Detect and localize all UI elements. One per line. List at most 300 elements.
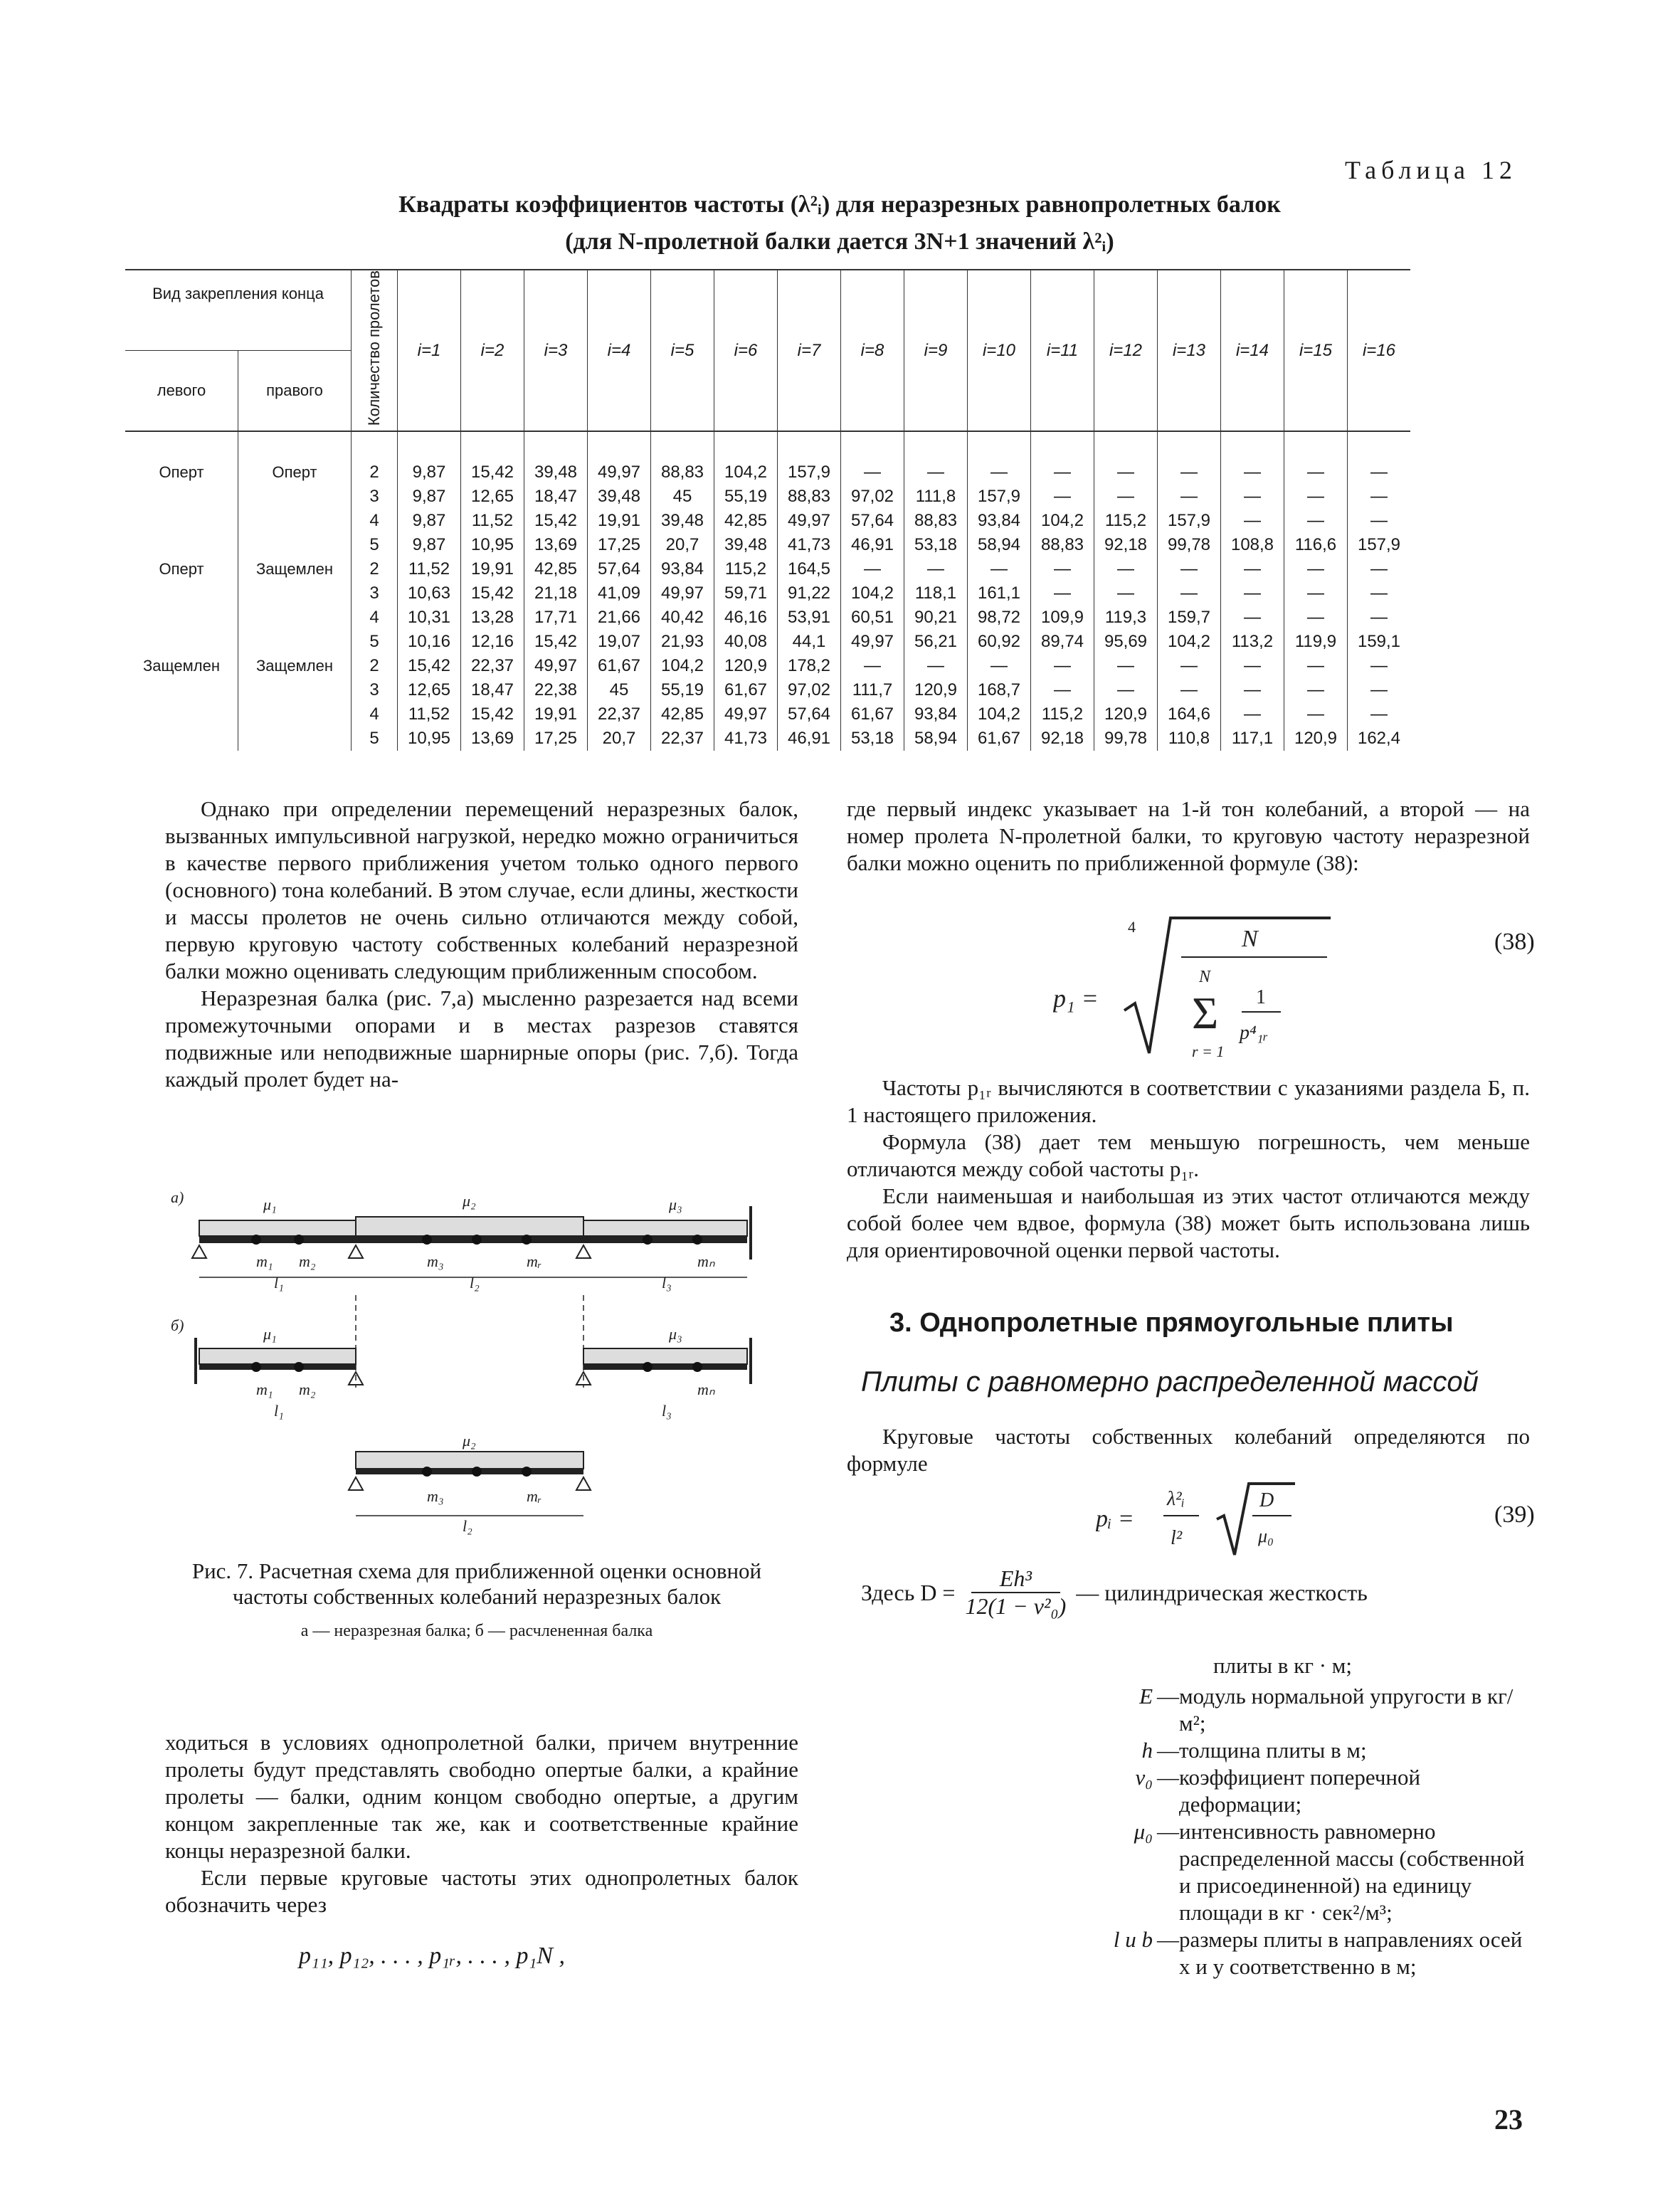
eq38-lhs: p₁ = (1053, 984, 1099, 1013)
col-header: i=15 (1284, 270, 1348, 431)
m-2-b: m₂ (299, 1380, 316, 1398)
table-cell: — (841, 431, 904, 485)
paragraph: Круговые частоты собственных колебаний определяются по формуле (847, 1424, 1530, 1476)
table-cell: 21,66 (588, 606, 651, 630)
beam-b-span-1 (199, 1348, 356, 1364)
table-cell: 13,69 (461, 727, 524, 751)
table-cell: 104,2 (841, 581, 904, 606)
table-cell: Защемлен (143, 657, 220, 675)
eq39-root-den: μ₀ (1258, 1526, 1274, 1546)
table-body (125, 431, 1410, 751)
table-cell: 15,42 (461, 431, 524, 485)
table-cell: 89,74 (1031, 630, 1094, 654)
table-cell: 42,85 (524, 557, 588, 581)
mu-2-b: μ₂ (463, 1432, 476, 1450)
table-cell (125, 485, 238, 509)
table-cell: 116,6 (1284, 533, 1348, 557)
table-cell: — (1221, 606, 1284, 630)
legend-dash: — (1157, 1738, 1179, 1763)
table-cell: 19,91 (588, 509, 651, 533)
table-cell: — (1284, 654, 1348, 678)
mass-dot (522, 1467, 532, 1477)
table-cell: 88,83 (778, 485, 841, 509)
table-cell: 90,21 (904, 606, 968, 630)
table-row (125, 606, 1410, 630)
table-cell: 104,2 (714, 431, 778, 485)
equation-39-drawing (1096, 1477, 1395, 1562)
legend-dash: — (1157, 1765, 1179, 1790)
table-cell: 93,84 (968, 509, 1031, 533)
l-3: l₃ (662, 1274, 672, 1292)
table-cell (125, 727, 238, 751)
table-cell: — (1284, 581, 1348, 606)
header-span-count-text: Количество пролетов (365, 270, 383, 426)
table-cell: 97,02 (778, 678, 841, 702)
table-cell: 10,31 (398, 606, 461, 630)
table-cell: 49,97 (841, 630, 904, 654)
freq-list: p₁₁, p₁₂, . . . , p₁ᵣ, . . . , p₁N , (299, 1943, 565, 1969)
table-cell: 45 (651, 485, 714, 509)
pin-support (576, 1477, 591, 1490)
left-text-top (165, 796, 798, 1093)
col-header: i=14 (1221, 270, 1284, 431)
table-cell: 19,91 (524, 702, 588, 727)
table-cell: — (1348, 431, 1411, 485)
col-header: i=16 (1348, 270, 1411, 431)
table-cell: — (1348, 606, 1411, 630)
table-cell: 10,63 (398, 581, 461, 606)
table-cell: 39,48 (651, 509, 714, 533)
table-cell: 120,9 (714, 654, 778, 678)
table-cell: 115,2 (1094, 509, 1158, 533)
table-cell: 39,48 (588, 485, 651, 509)
d-here: Здесь D = (861, 1579, 956, 1605)
mass-dot (692, 1362, 702, 1372)
eq39-radical (1217, 1484, 1295, 1555)
header-right: правого (238, 351, 352, 432)
table-cell: — (1221, 678, 1284, 702)
table-caption (142, 186, 1537, 260)
table-cell: 5 (352, 533, 398, 557)
eq38-sum-top: N (1199, 968, 1211, 986)
paragraph: ходиться в условиях однопролетной балки, причем внутренние пролеты будут представлять свободно опертые балки, а крайние пролеты — балки, одним концом свободно опертые, а другим концом закрепленные так же, как и соответственные крайние концы неразрезной балки. (165, 1730, 798, 1863)
table-cell: 120,9 (904, 678, 968, 702)
figure-caption-text: Рис. 7. Расчетная схема для приближенной оценки основной частоты собственных колебаний неразрезных балок (191, 1558, 762, 1609)
caption-line-1: Квадраты коэффициентов частоты (λ²ᵢ) для неразрезных равнопролетных балок (398, 191, 1281, 218)
legend-row (1096, 1818, 1537, 1926)
table-cell: 162,4 (1348, 727, 1411, 751)
table-cell: — (1284, 431, 1348, 485)
fig-label-a: а) (171, 1188, 184, 1206)
table-cell: 117,1 (1221, 727, 1284, 751)
table-cell: 5 (352, 630, 398, 654)
table-cell: 111,7 (841, 678, 904, 702)
table-cell: 46,16 (714, 606, 778, 630)
legend-dash: — (1157, 1927, 1179, 1952)
m-n-b: mₙ (697, 1380, 715, 1398)
table-cell: 168,7 (968, 678, 1031, 702)
pin-support (192, 1245, 206, 1258)
mass-dot (643, 1235, 653, 1245)
table-cell: 2 (352, 557, 398, 581)
header-fixation: Вид закрепления конца (125, 270, 352, 351)
eq39-label: (39) (1494, 1501, 1535, 1528)
table-cell: — (1348, 702, 1411, 727)
m-3-b: m₃ (427, 1487, 444, 1505)
legend-symbol: ν₀ (1135, 1765, 1153, 1790)
fig-label-b: б) (171, 1316, 184, 1334)
table-cell: 57,64 (778, 702, 841, 727)
mass-dot (251, 1362, 261, 1372)
table-cell: Оперт (159, 560, 204, 579)
table-cell: 46,91 (841, 533, 904, 557)
paragraph: Неразрезная балка (рис. 7,а) мысленно разрезается над всеми промежуточными опорами и в местах разрезов ставятся подвижные или неподвижные шарнирные опоры (рис. 7,б). Тогда каждый пролет будет на- (165, 986, 798, 1092)
table-cell: 12,65 (398, 678, 461, 702)
eq38-frac-den: p⁴₁ᵣ (1240, 1022, 1269, 1044)
table-cell: — (968, 654, 1031, 678)
beam-span-2 (356, 1217, 583, 1236)
table-cell (125, 606, 238, 630)
table-cell: 41,73 (778, 533, 841, 557)
table-cell: Оперт (159, 463, 204, 482)
table-row (125, 678, 1410, 702)
header-span-count (352, 270, 398, 431)
legend-row (1096, 1926, 1537, 1980)
table-cell: 57,64 (841, 509, 904, 533)
table-cell: — (1221, 509, 1284, 533)
paragraph: Частоты p₁ᵣ вычисляются в соответствии с указаниями раздела Б, п. 1 настоящего приложения. (847, 1075, 1530, 1127)
figure-caption (157, 1558, 797, 1644)
table-cell: — (1158, 557, 1221, 581)
page-number: 23 (1494, 2103, 1523, 2135)
legend-symbol: h (1141, 1738, 1153, 1763)
l-1-b: l₁ (274, 1402, 284, 1420)
mass-dot (472, 1235, 482, 1245)
table-cell: 15,42 (461, 702, 524, 727)
table-cell: 58,94 (968, 533, 1031, 557)
legend-text: модуль нормальной упругости в кг/м²; (1179, 1684, 1513, 1736)
table-cell: 53,91 (778, 606, 841, 630)
equation-38-drawing (1053, 904, 1452, 1067)
table-cell: 157,9 (1158, 509, 1221, 533)
table-cell: 44,1 (778, 630, 841, 654)
table-cell: 98,72 (968, 606, 1031, 630)
table-cell: 22,38 (524, 678, 588, 702)
table-cell: 92,18 (1031, 727, 1094, 751)
table-cell: 88,83 (651, 431, 714, 485)
table-cell: 61,67 (714, 678, 778, 702)
section-subheading: Плиты с равномерно распределенной массой (861, 1366, 1479, 1398)
col-header: i=4 (588, 270, 651, 431)
beam-b-axis-2 (356, 1469, 583, 1474)
table-row (125, 581, 1410, 606)
table-cell: 39,48 (524, 431, 588, 485)
table-cell: 55,19 (714, 485, 778, 509)
table-cell: 19,07 (588, 630, 651, 654)
table-cell: 58,94 (904, 727, 968, 751)
legend-symbol: μ₀ (1134, 1819, 1153, 1844)
eq38-frac-num: 1 (1256, 986, 1266, 1008)
table-cell: — (1221, 431, 1284, 485)
table-cell: 111,8 (904, 485, 968, 509)
table-cell: — (1348, 485, 1411, 509)
table-cell: 22,37 (651, 727, 714, 751)
table-cell: 42,85 (651, 702, 714, 727)
legend-row (1096, 1764, 1537, 1818)
table-cell: 19,91 (461, 557, 524, 581)
table-cell: 55,19 (651, 678, 714, 702)
table-cell: — (1284, 702, 1348, 727)
mass-dot (472, 1467, 482, 1477)
table-cell: 49,97 (588, 431, 651, 485)
m-n: mₙ (697, 1252, 715, 1270)
table-cell: 11,52 (398, 702, 461, 727)
table-cell: 92,18 (1094, 533, 1158, 557)
table-cell: 88,83 (1031, 533, 1094, 557)
table-cell: 4 (352, 606, 398, 630)
col-header: i=7 (778, 270, 841, 431)
table-cell: 12,16 (461, 630, 524, 654)
table-cell: 41,73 (714, 727, 778, 751)
table-row (125, 557, 1410, 581)
table-cell: 61,67 (841, 702, 904, 727)
table-row (125, 654, 1410, 678)
table-cell: 93,84 (651, 557, 714, 581)
m-2: m₂ (299, 1252, 316, 1270)
table-cell (238, 678, 352, 702)
table-cell: 17,25 (588, 533, 651, 557)
table-cell: 3 (352, 581, 398, 606)
table-cell: — (1348, 581, 1411, 606)
beam-b-axis-1 (199, 1364, 356, 1370)
table-cell: — (1094, 431, 1158, 485)
table-cell: 5 (352, 727, 398, 751)
table-cell (238, 485, 352, 509)
table-cell: 20,7 (588, 727, 651, 751)
table-cell: — (1221, 557, 1284, 581)
beam-span-3 (583, 1220, 747, 1236)
table-cell: — (904, 557, 968, 581)
paragraph: Однако при определении перемещений неразрезных балок, вызванных импульсивной нагрузкой, нередко можно ограничиться в качестве первого приближения учетом только одного первого (основного) тона колебаний. В этом случае, если длины, жесткости и массы пролетов не очень сильно отличаются между собой, первую круговую частоту собственных колебаний неразрезной балки можно оценивать следующим приближенным способом. (165, 796, 798, 983)
table-row (125, 727, 1410, 751)
table-cell: 53,18 (841, 727, 904, 751)
d-desc-2: плиты в кг · м; (1213, 1653, 1352, 1678)
col-header: i=1 (398, 270, 461, 431)
header-left: левого (125, 351, 238, 432)
paragraph: Если наименьшая и наибольшая из этих частот отличаются между собой более чем вдвое, формула (38) может быть использована лишь для ориентировочной оценки первой частоты. (847, 1183, 1530, 1262)
table-label: Таблица 12 (1345, 156, 1517, 184)
table-cell: — (1031, 485, 1094, 509)
table-cell: 10,16 (398, 630, 461, 654)
eq39-den: l² (1171, 1527, 1183, 1549)
l-3-b: l₃ (662, 1402, 672, 1420)
l-2-b: l₂ (463, 1517, 472, 1535)
table-row (125, 509, 1410, 533)
table-cell: 104,2 (1158, 630, 1221, 654)
table-cell: — (1348, 509, 1411, 533)
table-cell: 40,08 (714, 630, 778, 654)
table-cell: 113,2 (1221, 630, 1284, 654)
paragraph: Если первые круговые частоты этих однопролетных балок обозначить через (165, 1865, 798, 1917)
table-cell (238, 509, 352, 533)
table-cell: 22,37 (461, 654, 524, 678)
right-text-formula-intro (847, 1423, 1530, 1477)
table-cell: 108,8 (1221, 533, 1284, 557)
table-cell: 53,18 (904, 533, 968, 557)
table-cell: 46,91 (778, 727, 841, 751)
table-cell: 15,42 (461, 581, 524, 606)
table-cell: — (1158, 431, 1221, 485)
table-cell: — (1284, 509, 1348, 533)
table-cell: 161,1 (968, 581, 1031, 606)
table-cell: 159,1 (1348, 630, 1411, 654)
table-cell (238, 581, 352, 606)
table-cell: 9,87 (398, 533, 461, 557)
col-header: i=10 (968, 270, 1031, 431)
table-cell: — (1031, 654, 1094, 678)
table-cell (238, 630, 352, 654)
table-cell: 4 (352, 509, 398, 533)
mu-2: μ₂ (463, 1192, 476, 1210)
l-2: l₂ (470, 1274, 480, 1292)
paragraph: Формула (38) дает тем меньшую погрешность, чем меньше отличаются между собой частоты p₁ᵣ. (847, 1129, 1530, 1181)
table-cell: 13,28 (461, 606, 524, 630)
table-cell: 60,51 (841, 606, 904, 630)
d-desc: — цилиндрическая жесткость (1076, 1579, 1368, 1605)
legend-symbol: E (1139, 1684, 1153, 1709)
table-cell: 157,9 (1348, 533, 1411, 557)
table-cell: 104,2 (651, 654, 714, 678)
table-row (125, 431, 1410, 485)
table-row (125, 630, 1410, 654)
table-cell: 18,47 (524, 485, 588, 509)
legend-text: коэффициент поперечной деформации; (1179, 1765, 1421, 1817)
mu-1: μ₁ (263, 1195, 277, 1213)
table-cell: 10,95 (461, 533, 524, 557)
table-cell: 57,64 (588, 557, 651, 581)
beam-figure (157, 1181, 797, 1565)
table-cell: 41,09 (588, 581, 651, 606)
col-header: i=11 (1031, 270, 1094, 431)
table-cell: — (1094, 485, 1158, 509)
table-cell: — (1284, 557, 1348, 581)
table-cell: 118,1 (904, 581, 968, 606)
table-cell: 18,47 (461, 678, 524, 702)
table-cell: — (1031, 678, 1094, 702)
table-cell: 11,52 (398, 557, 461, 581)
table-cell (238, 702, 352, 727)
table-row (125, 533, 1410, 557)
table-cell: — (1284, 606, 1348, 630)
table-cell: Защемлен (238, 557, 352, 581)
m-1: m₁ (256, 1252, 273, 1270)
table-cell: 45 (588, 678, 651, 702)
table-cell: 157,9 (968, 485, 1031, 509)
legend-text: размеры плиты в направлениях осей x и y соответственно в м; (1179, 1927, 1523, 1979)
col-header: i=13 (1158, 270, 1221, 431)
beam-b-axis-3 (583, 1364, 747, 1370)
mass-dot (294, 1235, 304, 1245)
legend-dash: — (1157, 1819, 1179, 1844)
m-3: m₃ (427, 1252, 444, 1270)
frequency-table (125, 269, 1410, 751)
table-cell: 99,78 (1158, 533, 1221, 557)
mass-dot (522, 1235, 532, 1245)
col-header: i=6 (714, 270, 778, 431)
beam-b-span-3 (583, 1348, 747, 1364)
table-cell: 40,42 (651, 606, 714, 630)
right-text-mid (847, 1074, 1530, 1264)
table-cell: 11,52 (461, 509, 524, 533)
eq39-root-num: D (1259, 1489, 1274, 1511)
table-cell: — (1094, 654, 1158, 678)
table-cell: 17,71 (524, 606, 588, 630)
table-cell: — (841, 654, 904, 678)
legend-text: толщина плиты в м; (1179, 1738, 1367, 1763)
d-den: 12(1 − ν²₀) (965, 1593, 1067, 1619)
table-cell: 120,9 (1284, 727, 1348, 751)
eq38-sum-bottom: r = 1 (1192, 1042, 1225, 1060)
table-cell: — (1031, 557, 1094, 581)
table-cell: — (1158, 485, 1221, 509)
table-cell: 91,22 (778, 581, 841, 606)
table-cell: 56,21 (904, 630, 968, 654)
l-1: l₁ (274, 1274, 284, 1292)
table-cell: 15,42 (524, 509, 588, 533)
d-fraction (965, 1565, 1066, 1620)
table-cell (125, 702, 238, 727)
table-cell: 21,18 (524, 581, 588, 606)
table-cell: — (1158, 581, 1221, 606)
table-cell: 178,2 (778, 654, 841, 678)
table-cell: 17,25 (524, 727, 588, 751)
table-cell: 15,42 (524, 630, 588, 654)
pin-support (576, 1245, 591, 1258)
mu-1-b: μ₁ (263, 1325, 277, 1343)
m-r-b: mᵣ (527, 1487, 542, 1505)
legend-list (1096, 1683, 1537, 1980)
table-cell (125, 533, 238, 557)
col-header: i=12 (1094, 270, 1158, 431)
d-definition (861, 1565, 1368, 1620)
col-header: i=9 (904, 270, 968, 431)
table-cell: — (1031, 431, 1094, 485)
table-cell: 9,87 (398, 431, 461, 485)
mass-dot (422, 1467, 432, 1477)
table-cell: — (1221, 581, 1284, 606)
table-cell: — (1221, 485, 1284, 509)
table-cell: 115,2 (714, 557, 778, 581)
pin-support (349, 1245, 363, 1258)
table-cell (125, 630, 238, 654)
mass-dot (643, 1362, 653, 1372)
table-cell: 60,92 (968, 630, 1031, 654)
caption-line-2: (для N-пролетной балки дается 3N+1 значений λ²ᵢ) (565, 228, 1114, 255)
table-cell: — (1158, 678, 1221, 702)
d-num: Eh³ (971, 1565, 1060, 1593)
left-text-bottom (165, 1729, 798, 1918)
m-1-b: m₁ (256, 1380, 273, 1398)
table-cell: 119,9 (1284, 630, 1348, 654)
table-cell: 9,87 (398, 509, 461, 533)
paragraph: где первый индекс указывает на 1-й тон колебаний, а второй — на номер пролета N-пролетной балки, то круговую частоту неразрезной балки можно оценить по приближенной формуле (38): (847, 796, 1530, 875)
table-cell: Оперт (238, 431, 352, 485)
table-cell: — (1348, 678, 1411, 702)
table-cell: 49,97 (524, 654, 588, 678)
mu-3: μ₃ (669, 1195, 682, 1213)
table-cell: 88,83 (904, 509, 968, 533)
legend-dash: — (1157, 1684, 1179, 1709)
